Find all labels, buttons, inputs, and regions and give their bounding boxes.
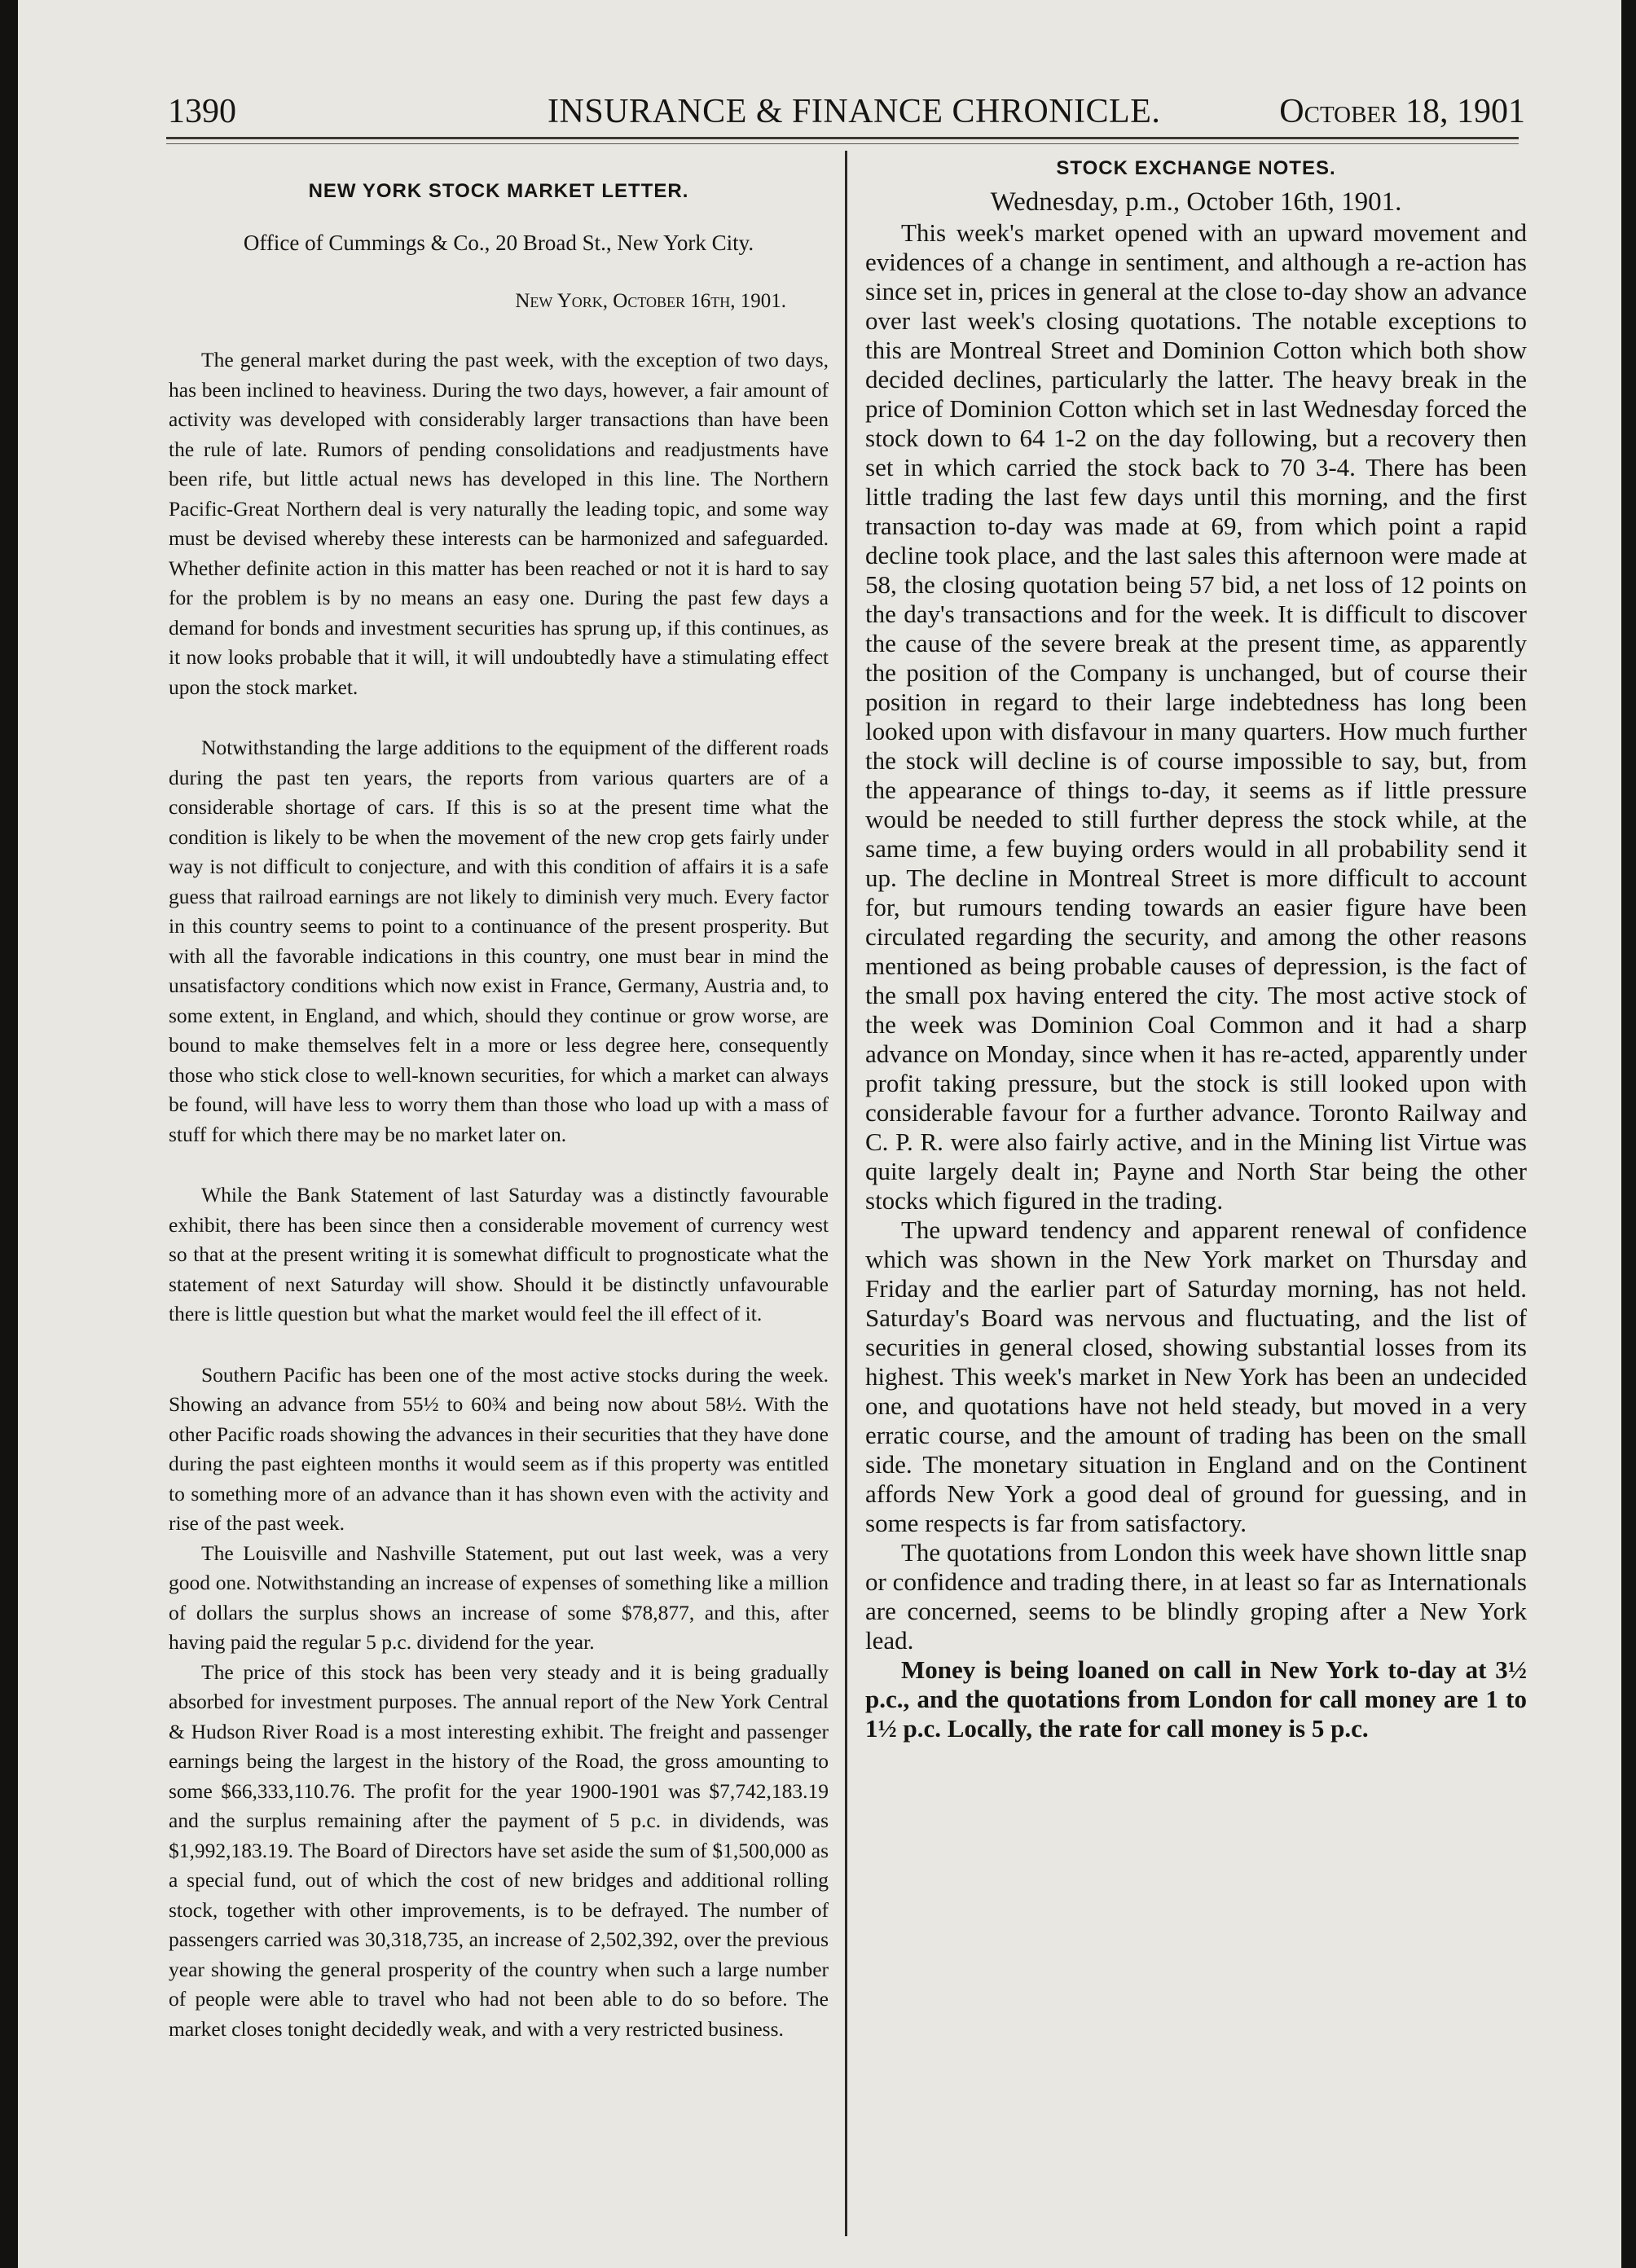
journal-title: INSURANCE & FINANCE CHRONICLE. [548,93,1161,130]
column-divider [845,151,847,2236]
article-paragraph: The upward tendency and apparent renewal of confidence which was shown in the New York market on Thursday and Friday and the earlier part of Saturday morning, has not held. Saturday's Board was nervous and fluctuating, and the list of securities in general closed, showing substantial losses from its highest. This week's market in New York has been an undecided one, and quotations have not held steady, but moved in a very erratic course, and the amount of trading has been on the small side. The monetary situation in England and on the Continent affords New York a good deal of ground for guessing, and in some respects is far from satisfactory. [865,1215,1527,1537]
article-paragraph: Money is being loaned on call in New York to-day at 3½ p.c., and the quotations from London for call money are 1 to 1½ p.c. Locally, the rate for call money is 5 p.c. [865,1655,1527,1743]
page-header [156,91,1525,132]
page-number: 1390 [168,93,236,130]
article-paragraph: The Louisville and Nashville Statement, put out last week, was a very good one. Notwithstanding an increase of expenses of something like a million of dollars the surplus shows an increase of some $78,877, and this, after having paid the regular 5 p.c. dividend for the year. [169,1541,829,1654]
article-paragraph: Southern Pacific has been one of the most active stocks during the week. Showing an advance from 55½ to 60¾ and being now about 58½. With the other Pacific roads showing the advances in their securities that they have done during the past eighteen months it would seem as if this property was entitled to something more of an advance than it has shown even with the activity and rise of the past week. [169,1362,829,1535]
article-paragraph: Notwithstanding the large additions to the equipment of the different roads during the past ten years, the reports from various quarters are of a considerable shortage of cars. If this is so at the present time what the condition is likely to be when the movement of the new crop gets fairly under way is not difficult to conjecture, and with this condition of affairs it is a safe guess that railroad earnings are not likely to diminish very much. Every factor in this country seems to point to a continuance of the present prosperity. But with all the favorable indications in this country, one must bear in mind the unsatisfactory conditions which now exist in France, Germany, Austria and, to some extent, in England, and which, should they continue or grow worse, are bound to make themselves felt in a more or less degree here, consequently those who stick close to well-known securities, for which a market can always be found, will have less to worry them than those who load up with a mass of stuff for which there may be no market later on. [169,736,829,1146]
article-paragraph: While the Bank Statement of last Saturday was a distinctly favourable exhibit, there has been since then a considerable movement of currency west so that at the present writing it is somewhat difficult to prognosticate what the statement of next Saturday will show. Should it be distinctly unfavourable there is little question but what the market would feel the ill effect of it. [169,1183,829,1325]
left-column [169,178,829,2044]
article-paragraph: The general market during the past week, with the exception of two days, has been inclined to heaviness. During the two days, however, a fair amount of activity was developed with considerably larger transactions than have been the rule of late. Rumors of pending consolidations and readjustments have been rife, but little actual news has developed in this line. The Northern Pacific-Great Northern deal is very naturally the leading topic, and some way must be devised whereby these interests can be harmonized and safeguarded. Whether definite action in this matter has been reached or not it is hard to say for the problem is by no means an easy one. During the past few days a demand for bonds and investment securities has sprung up, if this continues, as it now looks probable that it will, it will undoubtedly have a stimulating effect upon the stock market. [169,348,829,699]
right-column [865,155,1527,1743]
article-office-line: Office of Cummings & Co., 20 Broad St., New York City. [243,231,754,255]
article-paragraph: This week's market opened with an upward movement and evidences of a change in sentiment, and although a re-action has since set in, prices in general at the close to-day show an advance over last week's closing quotations. The notable exceptions to this are Montreal Street and Dominion Cotton which both show decided declines, particularly the latter. The heavy break in the price of Dominion Cotton which set in last Wednesday forced the stock down to 64 1-2 on the day following, but a recovery then set in which carried the stock back to 70 3-4. There has been little trading the last few days until this morning, and the first transaction to-day was made at 69, from which point a rapid decline took place, and the last sales this afternoon were made at 58, the closing quotation being 57 bid, a net loss of 12 points on the day's transactions and for the week. It is difficult to discover the cause of the severe break at the present time, as apparently the position of the Company is unchanged, but of course their position in regard to their large indebtedness has long been looked upon with disfavour in many quarters. How much further the stock will decline is of course impossible to say, but, from the appearance of things to-day, it seems as if little pressure would be needed to still further depress the stock while, at the same time, a few buying orders would in all probability send it up. The decline in Montreal Street is more difficult to account for, but rumours tending towards an easier figure have been circulated regarding the security, and among the other reasons mentioned as being probable causes of depression, is the fact of the small pox having entered the city. The most active stock of the week was Dominion Coal Common and it had a sharp advance on Monday, since when it has re-acted, apparently under profit taking pressure, but the stock is still looked upon with considerable favour for a further advance. Toronto Railway and C. P. R. were also fairly active, and in the Mining list Virtue was quite largely dealt in; Payne and North Star being the other stocks which figured in the trading. [865,218,1527,1215]
header-rule-thick [166,137,1519,139]
newspaper-page [18,0,1621,2268]
article-dateline: New York, October 16th, 1901. [515,290,786,312]
article-paragraph: The quotations from London this week have shown little snap or confidence and trading there, in at least so far as Internationals are concerned, seems to be blindly groping after a New York lead. [865,1538,1527,1655]
header-rule-thin [166,143,1519,144]
issue-date: October 18, 1901 [1279,93,1525,130]
article-title: NEW YORK STOCK MARKET LETTER. [308,180,689,202]
article-title: STOCK EXCHANGE NOTES. [1056,157,1336,179]
article-paragraph: The price of this stock has been very steady and it is being gradually absorbed for investment purposes. The annual report of the New York Central & Hudson River Road is a most interesting exhibit. The freight and passenger earnings being the largest in the history of the Road, the gross amounting to some $66,333,110.76. The profit for the year 1900-1901 was $7,742,183.19 and the surplus remaining after the payment of 5 p.c. in dividends, was $1,992,183.19. The Board of Directors have set aside the sum of $1,500,000 as a special fund, out of which the cost of new bridges and additional rolling stock, together with other improvements, is to be defrayed. The number of passengers carried was 30,318,735, an increase of 2,502,392, over the previous year showing the general prosperity of the country when such a large number of people were able to travel who had not been able to do so before. The market closes tonight decidedly weak, and with a very restricted business. [169,1659,829,2041]
article-dateline: Wednesday, p.m., October 16th, 1901. [990,187,1402,217]
